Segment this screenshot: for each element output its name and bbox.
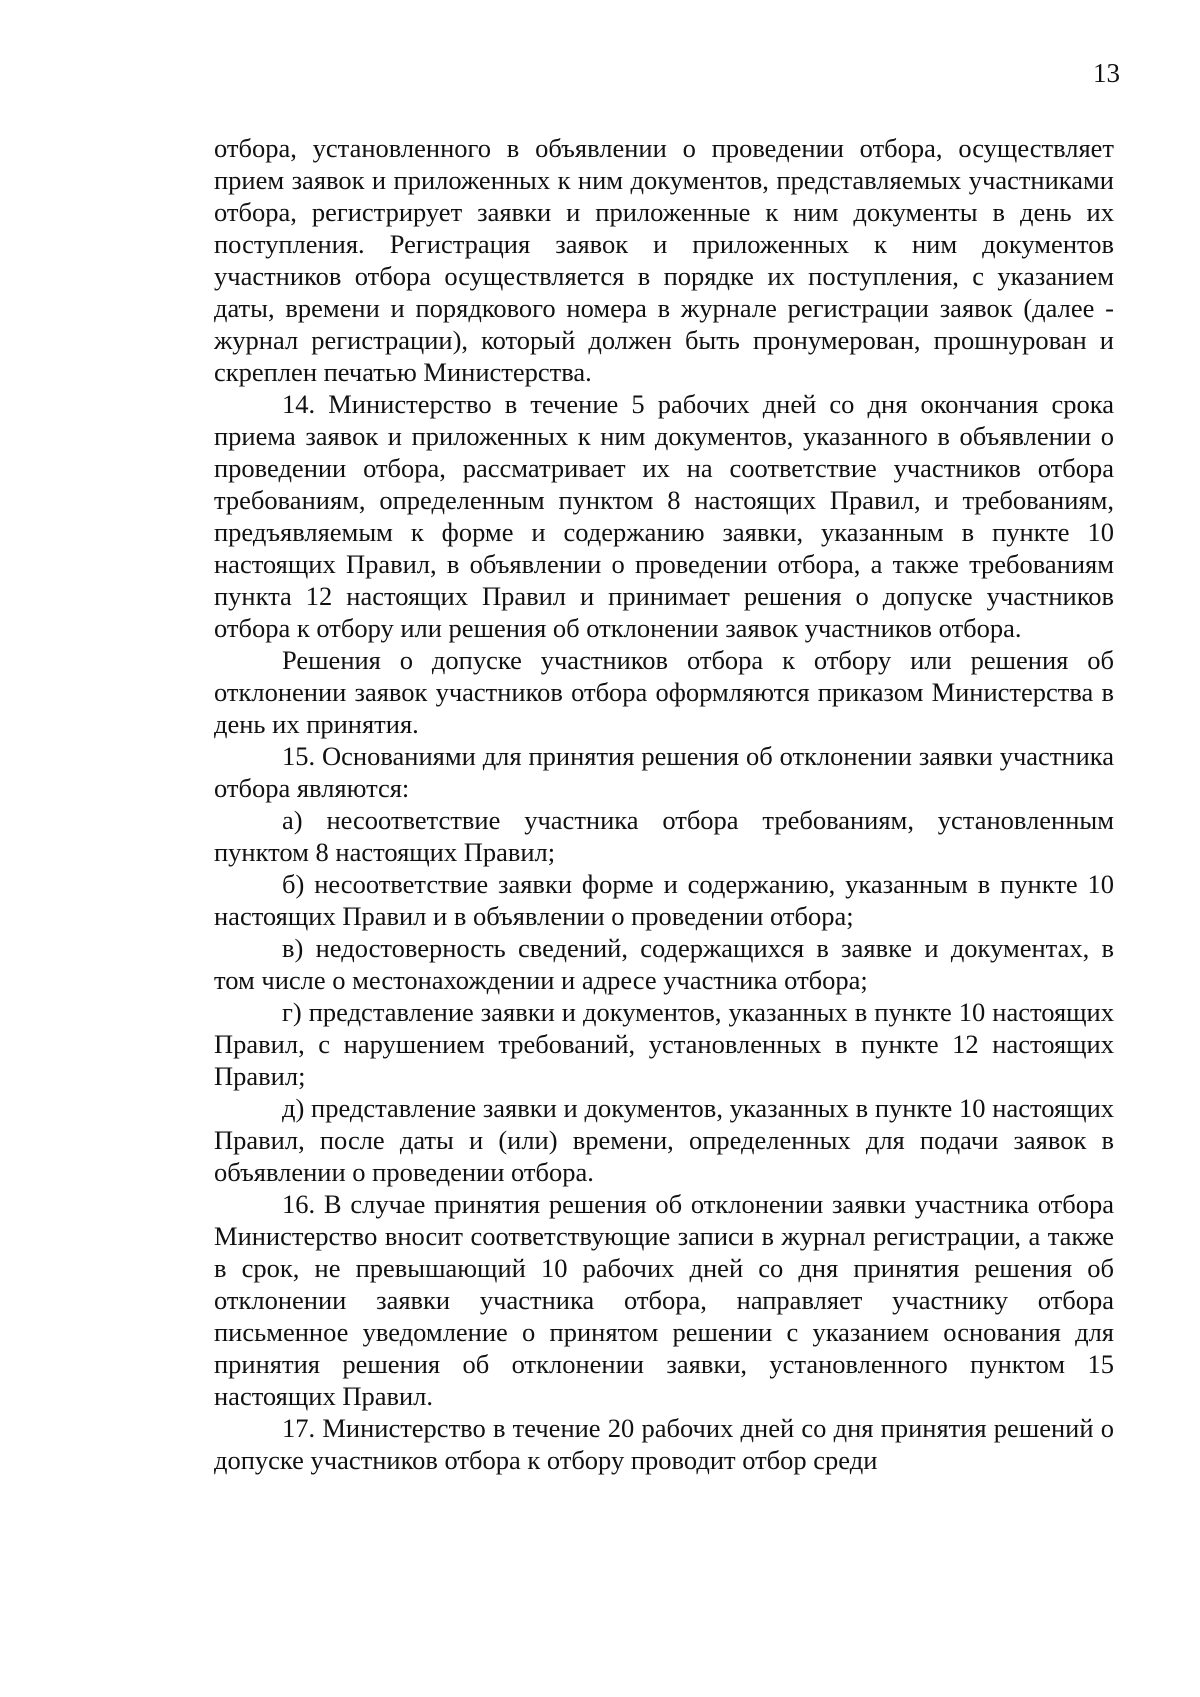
list-item-a: а) несоответствие участника отбора требованиям, установленным пунктом 8 настоящих Правил; bbox=[214, 805, 1114, 867]
list-item-g: г) представление заявки и документов, указанных в пункте 10 настоящих Правил, с нарушением требований, установленных в пункте 12 настоящих Правил; bbox=[214, 997, 1114, 1091]
paragraph-clause-16: 16. В случае принятия решения об отклонении заявки участника отбора Министерство вносит соответствующие записи в журнал регистрации, а также в срок, не превышающий 10 рабочих дней со дня принятия решения об отклонении заявки участника отбора, направляет участнику отбора письменное уведомление о принятом решении с указанием основания для принятия решения об отклонении заявки, установленного пунктом 15 настоящих Правил. bbox=[214, 1189, 1114, 1411]
paragraph-clause-15: 15. Основаниями для принятия решения об отклонении заявки участника отбора являются: bbox=[214, 741, 1114, 803]
list-item-d: д) представление заявки и документов, указанных в пункте 10 настоящих Правил, после даты и (или) времени, определенных для подачи заявок в объявлении о проведении отбора. bbox=[214, 1093, 1114, 1187]
paragraph-clause-17: 17. Министерство в течение 20 рабочих дней со дня принятия решений о допуске участников отбора к отбору проводит отбор среди bbox=[214, 1413, 1114, 1475]
list-item-v: в) недостоверность сведений, содержащихся в заявке и документах, в том числе о местонахождении и адресе участника отбора; bbox=[214, 933, 1114, 995]
paragraph-clause-14: 14. Министерство в течение 5 рабочих дней со дня окончания срока приема заявок и приложенных к ним документов, указанного в объявлении о проведении отбора, рассматривает их на соответствие участников отбора требованиям, определенным пунктом 8 настоящих Правил, и требованиям, предъявляемым к форме и содержанию заявки, указанным в пункте 10 настоящих Правил, в объявлении о проведении отбора, а также требованиям пункта 12 настоящих Правил и принимает решения о допуске участников отбора к отбору или решения об отклонении заявок участников отбора. bbox=[214, 389, 1114, 643]
page-number: 13 bbox=[1093, 58, 1120, 88]
paragraph-decisions: Решения о допуске участников отбора к отбору или решения об отклонении заявок участников отбора оформляются приказом Министерства в день их принятия. bbox=[214, 645, 1114, 739]
list-item-b: б) несоответствие заявки форме и содержанию, указанным в пункте 10 настоящих Правил и в объявлении о проведении отбора; bbox=[214, 869, 1114, 931]
paragraph-continuation: отбора, установленного в объявлении о проведении отбора, осуществляет прием заявок и приложенных к ним документов, представляемых участниками отбора, регистрирует заявки и приложенные к ним документы в день их поступления. Регистрация заявок и приложенных к ним документов участников отбора осуществляется в порядке их поступления, с указанием даты, времени и порядкового номера в журнале регистрации заявок (далее - журнал регистрации), который должен быть пронумерован, прошнурован и скреплен печатью Министерства. bbox=[214, 133, 1114, 387]
document-body bbox=[214, 132, 1114, 1476]
